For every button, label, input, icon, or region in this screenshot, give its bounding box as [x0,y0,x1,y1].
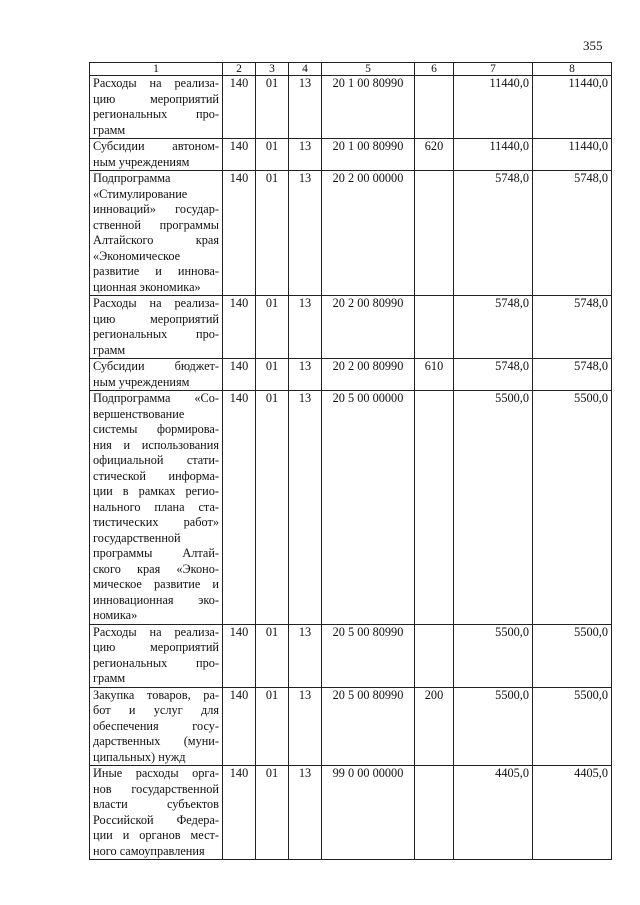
row-name-line: ции в рамках регио- [93,484,219,498]
subsection-code-cell: 13 [289,139,322,171]
row-name-line: инноваций» государ- [93,202,219,216]
row-name-line: программы Алтай- [93,546,219,560]
expense-type-cell [415,76,454,139]
amount-cell: 5748,0 [533,296,612,359]
budget-table [89,62,612,860]
row-name-line: Расходы на реализа- [93,296,219,310]
amount-cell: 5500,0 [454,624,533,687]
ministry-code-cell: 140 [223,624,256,687]
row-name-line: грамм [93,122,126,137]
row-name-line: Подпрограмма «Со- [93,391,219,405]
ministry-code-cell: 140 [223,687,256,766]
row-name-cell [90,391,223,625]
section-code-cell: 01 [256,296,289,359]
ministry-code-cell: 140 [223,171,256,296]
row-name-line: Российской Федера- [93,812,219,827]
row-name-cell [90,171,223,296]
subsection-code-cell: 13 [289,687,322,766]
row-name-line: Расходы на реализа- [93,624,219,639]
target-article-cell: 20 2 00 80990 [322,359,415,391]
row-name-cell [90,359,223,391]
column-header: 5 [322,63,415,76]
ministry-code-cell: 140 [223,296,256,359]
column-header: 7 [454,63,533,76]
subsection-code-cell: 13 [289,171,322,296]
ministry-code-cell: 140 [223,391,256,625]
amount-cell: 11440,0 [454,76,533,139]
row-name-line: ционная экономика» [93,279,201,294]
table-row [90,76,612,139]
target-article-cell: 20 5 00 00000 [322,391,415,625]
expense-type-cell [415,766,454,860]
table-row [90,359,612,391]
row-name-line: системы формирова- [93,422,219,436]
row-name-line: «Экономическое [93,248,181,263]
row-name-line: инновационная эко- [93,592,219,607]
amount-cell: 11440,0 [454,139,533,171]
target-article-cell: 20 5 00 80990 [322,687,415,766]
row-name-line: нов государственной [93,781,219,796]
column-header: 1 [90,63,223,76]
row-name-line: Подпрограмма [93,171,171,185]
row-name-cell [90,766,223,860]
table-body [90,76,612,860]
amount-cell: 5748,0 [533,359,612,391]
row-name-line: Субсидии автоном- [93,139,219,153]
row-name-line: ственной программы [93,217,219,232]
target-article-cell: 99 0 00 00000 [322,766,415,860]
amount-cell: 5500,0 [533,687,612,766]
subsection-code-cell: 13 [289,391,322,625]
amount-cell: 11440,0 [533,139,612,171]
header-row [90,63,612,76]
expense-type-cell [415,171,454,296]
amount-cell: 5748,0 [454,171,533,296]
row-name-line: ции и органов мест- [93,828,219,842]
table-row [90,391,612,625]
target-article-cell: 20 1 00 80990 [322,139,415,171]
target-article-cell: 20 1 00 80990 [322,76,415,139]
amount-cell: 11440,0 [533,76,612,139]
row-name-line: региональных про- [93,327,219,341]
page-number: 355 [583,38,603,53]
section-code-cell: 01 [256,359,289,391]
row-name-line: ского края «Эконо- [93,561,219,576]
row-name-line: мическое развитие и [93,577,219,591]
row-name-line: ным учреждениям [93,374,190,389]
row-name-line: грамм [93,342,126,357]
column-header: 6 [415,63,454,76]
section-code-cell: 01 [256,687,289,766]
row-name-line: развитие и иннова- [93,264,219,278]
row-name-cell [90,296,223,359]
ministry-code-cell: 140 [223,76,256,139]
row-name-line: номика» [93,608,138,622]
ministry-code-cell: 140 [223,359,256,391]
row-name-cell [90,624,223,687]
row-name-line: тистических работ» [93,515,219,529]
ministry-code-cell: 140 [223,766,256,860]
row-name-line: официальной стати- [93,453,219,467]
column-header: 3 [256,63,289,76]
table-row [90,624,612,687]
row-name-line: бот и услуг для [93,703,219,717]
ministry-code-cell: 140 [223,139,256,171]
row-name-line: «Стимулирование [93,186,188,201]
row-name-line: региональных про- [93,655,219,670]
amount-cell: 4405,0 [533,766,612,860]
amount-cell: 4405,0 [454,766,533,860]
row-name-line: Субсидии бюджет- [93,359,219,373]
row-name-line: дарственных (муни- [93,734,219,748]
row-name-line: власти субъектов [93,797,219,811]
row-name-cell [90,76,223,139]
row-name-line: вершенствование [93,406,185,421]
target-article-cell: 20 5 00 80990 [322,624,415,687]
target-article-cell: 20 2 00 80990 [322,296,415,359]
amount-cell: 5500,0 [454,391,533,625]
subsection-code-cell: 13 [289,76,322,139]
row-name-line: цию мероприятий [93,640,219,654]
section-code-cell: 01 [256,76,289,139]
table-row [90,687,612,766]
column-header: 4 [289,63,322,76]
row-name-line: региональных про- [93,107,219,121]
section-code-cell: 01 [256,139,289,171]
row-name-line: Иные расходы орга- [93,766,219,780]
row-name-line: цию мероприятий [93,311,219,326]
row-name-line: нального плана ста- [93,499,219,514]
row-name-line: ния и использования [93,437,219,452]
amount-cell: 5500,0 [454,687,533,766]
row-name-cell [90,687,223,766]
row-name-line: стической информа- [93,468,219,483]
row-name-cell [90,139,223,171]
column-header: 8 [533,63,612,76]
expense-type-cell [415,296,454,359]
expense-type-cell: 200 [415,687,454,766]
row-name-line: Алтайского края [93,233,219,247]
target-article-cell: 20 2 00 00000 [322,171,415,296]
table-row [90,766,612,860]
section-code-cell: 01 [256,624,289,687]
expense-type-cell [415,391,454,625]
amount-cell: 5748,0 [454,359,533,391]
subsection-code-cell: 13 [289,296,322,359]
table-row [90,139,612,171]
row-name-line: обеспечения госу- [93,718,219,733]
table-row [90,171,612,296]
section-code-cell: 01 [256,171,289,296]
row-name-line: Расходы на реализа- [93,76,219,90]
subsection-code-cell: 13 [289,359,322,391]
row-name-line: ным учреждениям [93,154,190,169]
section-code-cell: 01 [256,391,289,625]
expense-type-cell: 620 [415,139,454,171]
subsection-code-cell: 13 [289,624,322,687]
amount-cell: 5500,0 [533,624,612,687]
row-name-line: цию мероприятий [93,91,219,106]
row-name-line: государственной [93,530,181,545]
table-row [90,296,612,359]
expense-type-cell [415,624,454,687]
section-code-cell: 01 [256,766,289,860]
row-name-line: ципальных) нужд [93,749,186,764]
amount-cell: 5748,0 [454,296,533,359]
amount-cell: 5748,0 [533,171,612,296]
column-header: 2 [223,63,256,76]
row-name-line: ного самоуправления [93,843,205,858]
subsection-code-cell: 13 [289,766,322,860]
expense-type-cell: 610 [415,359,454,391]
row-name-line: Закупка товаров, ра- [93,687,219,702]
row-name-line: грамм [93,671,126,685]
amount-cell: 5500,0 [533,391,612,625]
